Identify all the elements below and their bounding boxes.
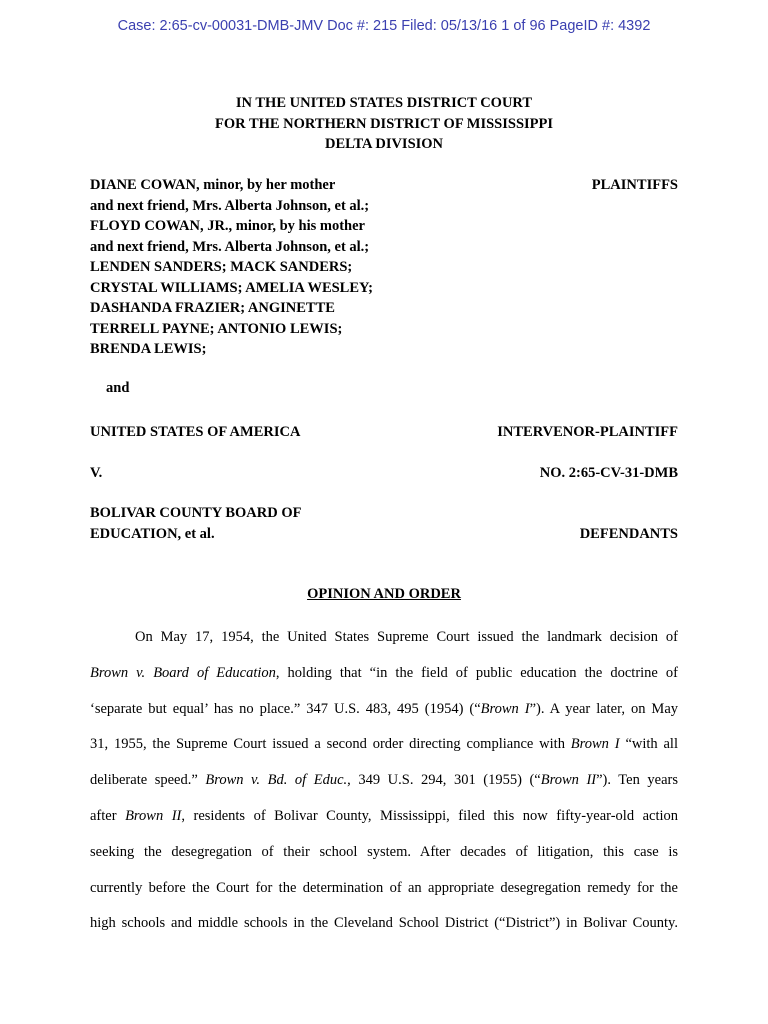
plaintiff-line: BRENDA LEWIS; (90, 341, 207, 357)
versus-row (90, 463, 678, 484)
case-number: NO. 2:65-CV-31-DMB (539, 465, 678, 481)
plaintiff-line: FLOYD COWAN, JR., minor, by his mother (90, 218, 365, 234)
text-segment: , 349 U.S. 294, 301 (1955) (“ (347, 772, 541, 789)
case-citation: Brown v. Board of Education (90, 664, 276, 681)
intervenor-row (90, 422, 678, 443)
plaintiff-line: and next friend, Mrs. Alberta Johnson, et al.; (90, 197, 370, 214)
opinion-line (90, 835, 678, 871)
opinion-line (90, 871, 678, 907)
text-segment: , holding that “in the field of public education the doctrine of (275, 664, 678, 681)
opinion-line (90, 799, 678, 835)
case-citation: Brown v. Bd. of Educ. (205, 772, 348, 789)
plaintiffs-list (90, 175, 678, 360)
versus: V. (90, 465, 103, 481)
text-segment: currently before the Court for the determination of an appropriate desegregation remedy for the (90, 879, 678, 896)
text-segment: ”). A year later, on May (529, 700, 678, 717)
court-title-line-1: IN THE UNITED STATES DISTRICT COURT (235, 95, 533, 111)
opinion-line (90, 656, 678, 692)
opinion-line (90, 727, 678, 763)
opinion-title: OPINION AND ORDER (307, 586, 461, 602)
text-segment: ‘separate but equal’ has no place.” 347 U.S. 483, 495 (1954) (“ (90, 700, 481, 717)
case-citation: Brown II (540, 772, 597, 789)
case-header: Case: 2:65-cv-00031-DMB-JMV Doc #: 215 Filed: 05/13/16 1 of 96 PageID #: 4392 (117, 18, 651, 34)
plaintiff-line: LENDEN SANDERS; MACK SANDERS; (90, 259, 353, 275)
case-citation: Brown II (125, 807, 182, 824)
and-connector: and (106, 380, 130, 396)
opinion-body (90, 620, 678, 942)
text-segment: after (90, 807, 126, 824)
intervenor-name: UNITED STATES OF AMERICA (90, 424, 301, 440)
text-segment: ”). Ten years (596, 772, 678, 789)
opinion-line (90, 692, 678, 728)
defendant-block (90, 503, 678, 544)
defendant-name-line-1: BOLIVAR COUNTY BOARD OF (90, 505, 302, 521)
case-citation: Brown I (570, 736, 620, 753)
text-segment: high schools and middle schools in the Cleveland School District (“District”) in Bolivar County. (90, 915, 678, 932)
intervenor-label: INTERVENOR-PLAINTIFF (497, 424, 678, 440)
case-citation: Brown I (480, 700, 530, 717)
text-segment: , residents of Bolivar County, Mississippi, filed this now fifty-year-old action (181, 807, 678, 824)
text-segment: 31, 1955, the Supreme Court issued a second order directing compliance with (90, 736, 571, 753)
court-title (0, 93, 768, 155)
plaintiff-line: DIANE COWAN, minor, by her mother (90, 177, 336, 193)
opinion-line (90, 620, 678, 656)
court-title-line-2: FOR THE NORTHERN DISTRICT OF MISSISSIPPI (214, 115, 554, 132)
text-segment: On May 17, 1954, the United States Supreme Court issued the landmark decision of (135, 629, 678, 645)
court-title-line-3: DELTA DIVISION (324, 136, 444, 152)
text-segment: deliberate speed.” (90, 772, 206, 789)
text-segment: “with all (619, 736, 678, 753)
plaintiff-line: TERRELL PAYNE; ANTONIO LEWIS; (90, 320, 343, 337)
defendants-label: DEFENDANTS (579, 525, 678, 542)
plaintiff-line: and next friend, Mrs. Alberta Johnson, et al.; (90, 238, 370, 255)
text-segment: seeking the desegregation of their school system. After decades of litigation, this case is (90, 843, 678, 860)
plaintiffs-label: PLAINTIFFS (591, 177, 678, 193)
plaintiff-line: CRYSTAL WILLIAMS; AMELIA WESLEY; (90, 279, 373, 296)
opinion-line (90, 906, 678, 942)
plaintiff-line: DASHANDA FRAZIER; ANGINETTE (90, 300, 335, 316)
defendant-name-line-2: EDUCATION, et al. (90, 525, 215, 542)
opinion-line (90, 763, 678, 799)
plaintiffs-block (90, 175, 678, 360)
